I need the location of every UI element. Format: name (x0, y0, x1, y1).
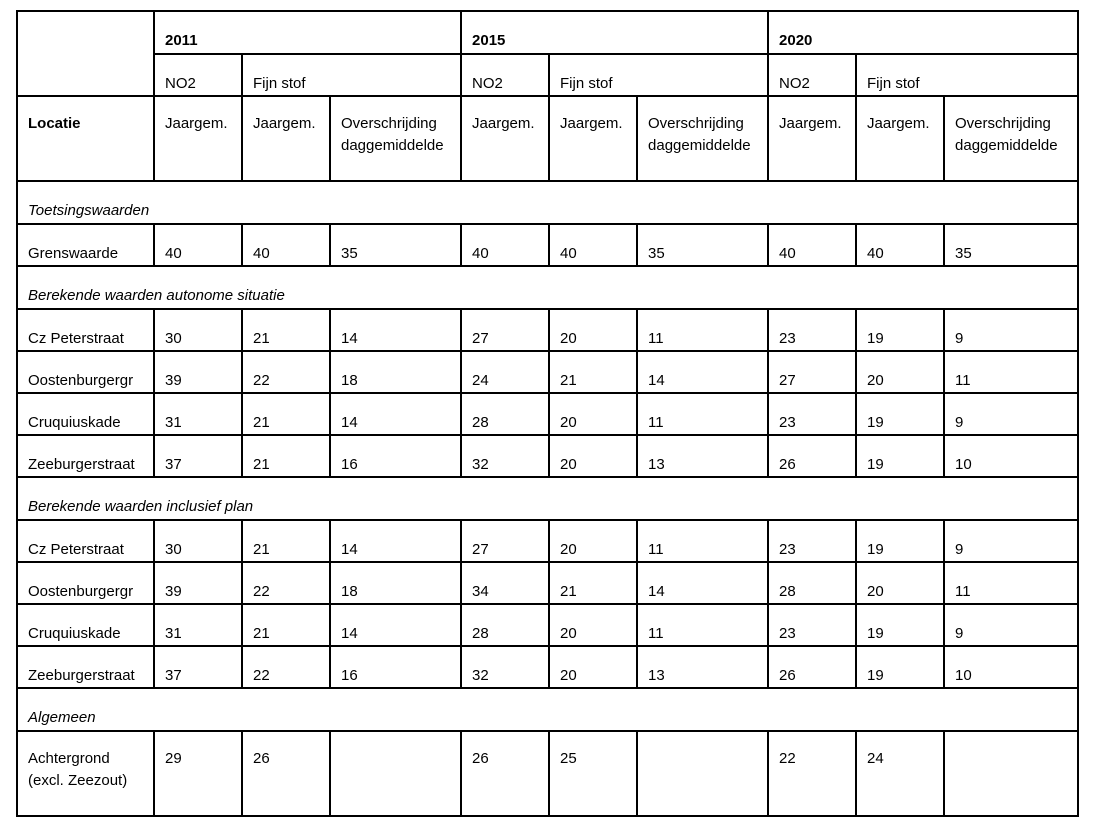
table-row (17, 435, 1078, 477)
value-cell: 10 (944, 646, 1078, 688)
metric-header-row (17, 96, 1078, 181)
section-title: Toetsingswaarden (17, 181, 1078, 224)
value-cell: 26 (768, 646, 856, 688)
location-label: Oostenburgergr (17, 351, 154, 393)
value-cell: 10 (944, 435, 1078, 477)
value-cell: 35 (330, 224, 461, 266)
location-label-line: Achtergrond (28, 750, 110, 767)
value-cell: 11 (944, 562, 1078, 604)
value-cell: 16 (330, 435, 461, 477)
value-cell: 22 (768, 731, 856, 816)
value-cell: 20 (856, 562, 944, 604)
table-row (17, 393, 1078, 435)
year-header: 2011 (154, 11, 461, 54)
metric-header-exceedance (944, 96, 1078, 181)
value-cell: 21 (242, 520, 330, 562)
value-cell: 13 (637, 435, 768, 477)
value-cell: 27 (461, 309, 549, 351)
value-cell: 25 (549, 731, 637, 816)
value-cell: 35 (944, 224, 1078, 266)
metric-header-exceedance (330, 96, 461, 181)
value-cell: 19 (856, 520, 944, 562)
value-cell: 32 (461, 435, 549, 477)
value-cell: 9 (944, 520, 1078, 562)
metric-header-exceedance (637, 96, 768, 181)
value-cell: 11 (637, 604, 768, 646)
value-cell: 22 (242, 646, 330, 688)
value-cell: 11 (637, 393, 768, 435)
value-cell: 23 (768, 309, 856, 351)
value-cell: 35 (637, 224, 768, 266)
location-label: Cruquiuskade (17, 604, 154, 646)
section-title: Berekende waarden inclusief plan (17, 477, 1078, 520)
value-cell: 32 (461, 646, 549, 688)
value-cell: 28 (768, 562, 856, 604)
metric-line: Overschrijding (648, 115, 744, 132)
metric-line: daggemiddelde (648, 137, 751, 154)
value-cell: 37 (154, 435, 242, 477)
pollutant-header: NO2 (154, 54, 242, 96)
value-cell: 14 (330, 520, 461, 562)
value-cell: 16 (330, 646, 461, 688)
value-cell: 40 (856, 224, 944, 266)
section-row (17, 477, 1078, 520)
value-cell: 14 (330, 604, 461, 646)
value-cell: 21 (242, 604, 330, 646)
value-cell: 30 (154, 309, 242, 351)
table-row (17, 562, 1078, 604)
pollutant-header-row (17, 54, 1078, 96)
location-label: Cruquiuskade (17, 393, 154, 435)
value-cell: 19 (856, 604, 944, 646)
metric-header: Jaargem. (154, 96, 242, 181)
metric-header: Jaargem. (549, 96, 637, 181)
value-cell: 11 (944, 351, 1078, 393)
value-cell: 21 (549, 351, 637, 393)
value-cell: 21 (549, 562, 637, 604)
value-cell: 9 (944, 309, 1078, 351)
value-cell: 40 (242, 224, 330, 266)
section-title: Berekende waarden autonome situatie (17, 266, 1078, 309)
value-cell: 23 (768, 604, 856, 646)
table-row (17, 731, 1078, 816)
location-header: Locatie (17, 96, 154, 181)
value-cell: 40 (768, 224, 856, 266)
metric-line: Overschrijding (341, 115, 437, 132)
metric-line: daggemiddelde (341, 137, 444, 154)
table-row (17, 309, 1078, 351)
value-cell: 20 (856, 351, 944, 393)
metric-header: Jaargem. (768, 96, 856, 181)
value-cell (637, 731, 768, 816)
year-header: 2020 (768, 11, 1078, 54)
value-cell: 20 (549, 435, 637, 477)
value-cell: 18 (330, 562, 461, 604)
value-cell: 39 (154, 562, 242, 604)
location-label: Oostenburgergr (17, 562, 154, 604)
value-cell: 30 (154, 520, 242, 562)
value-cell: 14 (637, 562, 768, 604)
value-cell: 40 (461, 224, 549, 266)
value-cell: 26 (461, 731, 549, 816)
value-cell: 19 (856, 309, 944, 351)
metric-header: Jaargem. (461, 96, 549, 181)
value-cell: 20 (549, 520, 637, 562)
value-cell: 19 (856, 435, 944, 477)
value-cell: 20 (549, 393, 637, 435)
value-cell: 24 (461, 351, 549, 393)
value-cell: 34 (461, 562, 549, 604)
section-row (17, 181, 1078, 224)
value-cell: 23 (768, 520, 856, 562)
value-cell: 19 (856, 393, 944, 435)
value-cell: 14 (330, 309, 461, 351)
value-cell: 28 (461, 393, 549, 435)
location-label: Zeeburgerstraat (17, 435, 154, 477)
pollutant-header: NO2 (461, 54, 549, 96)
value-cell: 14 (330, 393, 461, 435)
year-header: 2015 (461, 11, 768, 54)
section-title: Algemeen (17, 688, 1078, 731)
location-label: Cz Peterstraat (17, 309, 154, 351)
value-cell: 40 (154, 224, 242, 266)
value-cell: 29 (154, 731, 242, 816)
pollutant-header: Fijn stof (549, 54, 768, 96)
value-cell: 26 (242, 731, 330, 816)
value-cell: 19 (856, 646, 944, 688)
location-label-line: (excl. Zeezout) (28, 772, 128, 789)
location-label: Zeeburgerstraat (17, 646, 154, 688)
value-cell: 31 (154, 393, 242, 435)
location-label: Grenswaarde (17, 224, 154, 266)
value-cell: 27 (768, 351, 856, 393)
year-header-row (17, 11, 1078, 54)
value-cell: 24 (856, 731, 944, 816)
value-cell: 40 (549, 224, 637, 266)
value-cell: 23 (768, 393, 856, 435)
table-row (17, 646, 1078, 688)
value-cell (944, 731, 1078, 816)
metric-line: daggemiddelde (955, 137, 1058, 154)
value-cell: 39 (154, 351, 242, 393)
value-cell: 22 (242, 562, 330, 604)
pollutant-header: NO2 (768, 54, 856, 96)
value-cell: 11 (637, 309, 768, 351)
pollutant-header: Fijn stof (242, 54, 461, 96)
metric-header: Jaargem. (242, 96, 330, 181)
value-cell: 14 (637, 351, 768, 393)
value-cell: 37 (154, 646, 242, 688)
value-cell: 27 (461, 520, 549, 562)
location-label: Cz Peterstraat (17, 520, 154, 562)
value-cell: 9 (944, 393, 1078, 435)
table-row (17, 604, 1078, 646)
table-row (17, 520, 1078, 562)
value-cell: 11 (637, 520, 768, 562)
location-label (17, 731, 154, 816)
value-cell: 21 (242, 435, 330, 477)
pollutant-header: Fijn stof (856, 54, 1078, 96)
value-cell: 26 (768, 435, 856, 477)
value-cell: 13 (637, 646, 768, 688)
table-row (17, 224, 1078, 266)
value-cell: 20 (549, 309, 637, 351)
value-cell (330, 731, 461, 816)
value-cell: 20 (549, 604, 637, 646)
value-cell: 28 (461, 604, 549, 646)
value-cell: 9 (944, 604, 1078, 646)
value-cell: 31 (154, 604, 242, 646)
table-row (17, 351, 1078, 393)
metric-header: Jaargem. (856, 96, 944, 181)
value-cell: 18 (330, 351, 461, 393)
section-row (17, 688, 1078, 731)
value-cell: 21 (242, 309, 330, 351)
air-quality-table (16, 10, 1079, 817)
value-cell: 20 (549, 646, 637, 688)
value-cell: 22 (242, 351, 330, 393)
metric-line: Overschrijding (955, 115, 1051, 132)
section-row (17, 266, 1078, 309)
value-cell: 21 (242, 393, 330, 435)
corner-cell (17, 11, 154, 96)
